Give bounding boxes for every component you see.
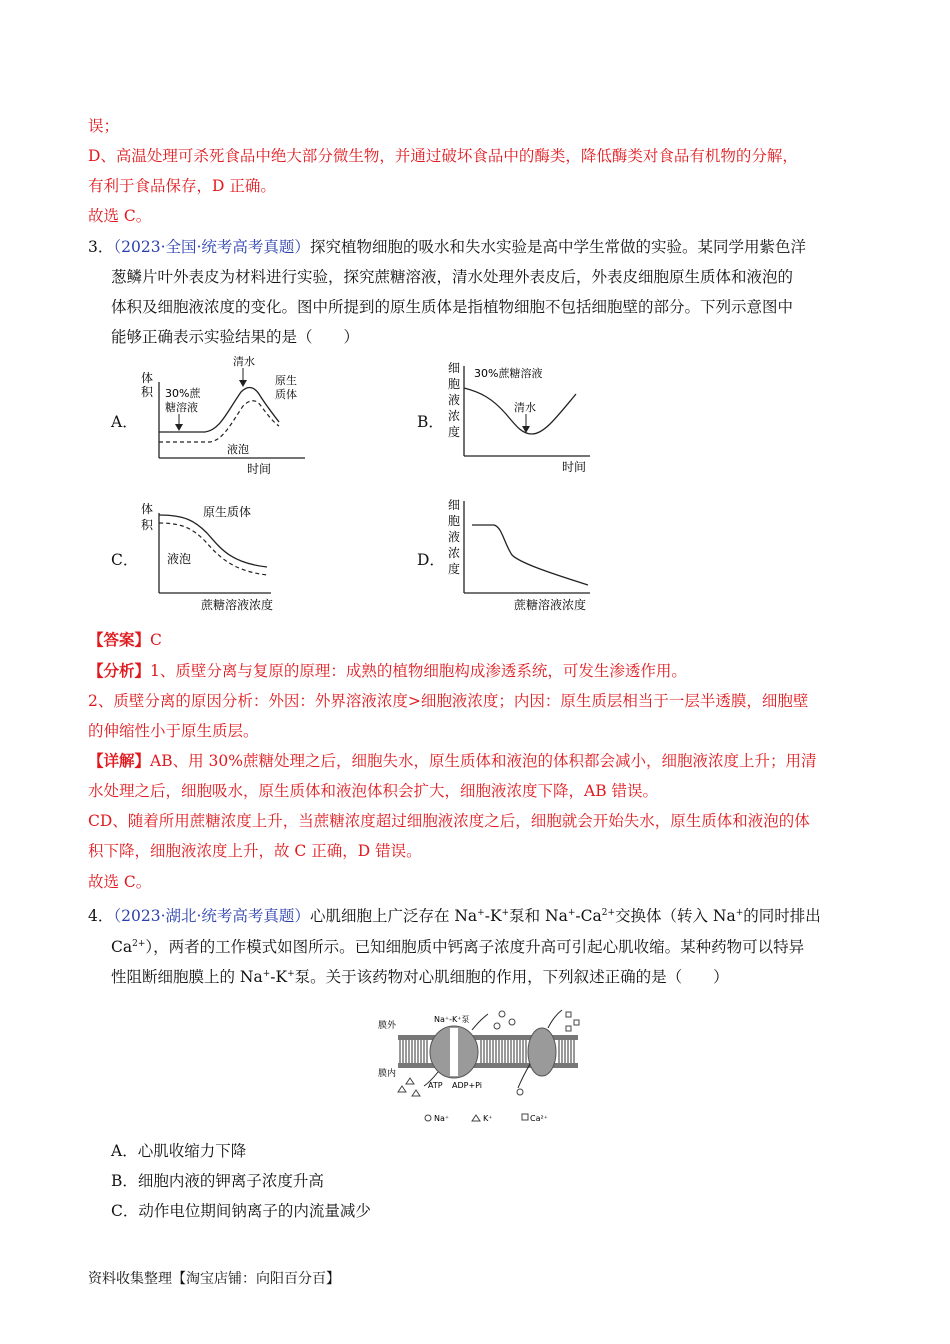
x-label: 蔗糖溶液浓度 — [514, 598, 587, 612]
option-b: B．细胞内液的钾离子浓度升高 — [111, 1172, 324, 1190]
legend-ca: Ca²⁺ — [530, 1114, 548, 1123]
protoplast-label: 原生 — [275, 374, 297, 387]
sucrose-label: 糖溶液 — [165, 401, 198, 414]
stem-text: 交换体（转入 Na — [615, 907, 736, 925]
superscript: + — [262, 969, 271, 979]
arrow — [472, 1014, 488, 1030]
stem-text: 能够正确表示实验结果的是（ ） — [111, 328, 360, 346]
analysis-text: 2、质壁分离的原因分析：外因：外界溶液浓度>细胞液浓度；内因：原生质层相当于一层半透膜，细胞壁 — [88, 692, 809, 710]
detail-text: 积下降，细胞液浓度上升，故 C 正确，D 错误。 — [88, 842, 422, 860]
question-4-stem — [88, 903, 821, 926]
y-label: 细 — [448, 498, 461, 512]
question-3-stem — [88, 237, 806, 257]
y-label: 浓 — [448, 546, 461, 560]
superscript: 2+ — [132, 939, 146, 949]
stem-text: Ca — [111, 938, 133, 956]
answer-value: C — [150, 631, 162, 649]
answer-tag: 【答案】 — [88, 630, 151, 649]
y-label: 度 — [448, 425, 461, 439]
vacuole-curve — [159, 523, 267, 575]
conclusion: 故选 C。 — [88, 873, 152, 891]
option-c-label: C． — [111, 551, 139, 569]
protoplast-label: 质体 — [275, 388, 297, 401]
legend-na-icon — [425, 1115, 431, 1121]
legend-k-icon — [472, 1115, 480, 1121]
concentration-curve — [472, 525, 588, 585]
y-label: 体 — [141, 502, 154, 516]
water-label: 清水 — [514, 401, 536, 414]
detail-text: 水处理之后，细胞吸水，原生质体和液泡体积会扩大，细胞液浓度下降，AB 错误。 — [88, 782, 659, 800]
stem-text — [111, 964, 729, 987]
detail-text: AB、用 30%蔗糖处理之后，细胞失水，原生质体和液泡的体积都会减小，细胞液浓度上升；用清 — [150, 752, 817, 770]
y-label: 细 — [448, 361, 461, 375]
text-line: 误； — [88, 117, 120, 135]
stem-text: -Ca — [575, 907, 602, 925]
arrow — [548, 1010, 562, 1028]
detail-tag: 【详解】 — [88, 751, 151, 770]
stem-text: -K — [270, 968, 288, 986]
superscript: + — [477, 908, 485, 918]
y-label: 胞 — [448, 514, 461, 528]
detail-text: CD、随着所用蔗糖浓度上升，当蔗糖浓度超过细胞液浓度之后，细胞就会开始失水，原生质体和液泡的体 — [88, 812, 810, 830]
water-label: 清水 — [233, 355, 255, 368]
superscript: 2+ — [601, 908, 615, 918]
legend-ca-icon — [522, 1114, 528, 1120]
y-label: 浓 — [448, 409, 461, 423]
na-ion — [494, 1023, 500, 1029]
stem-text: -K — [484, 907, 502, 925]
stem-text: 的同时排出 — [743, 907, 821, 925]
superscript: + — [567, 908, 576, 918]
footer: 资料收集整理【淘宝店铺：向阳百分百】 — [88, 1271, 340, 1287]
stem-text: 体积及细胞液浓度的变化。图中所提到的原生质体是指植物细胞不包括细胞壁的部分。下列示意图中 — [111, 298, 794, 316]
text-line: 故选 C。 — [88, 207, 152, 225]
arrow-head — [239, 380, 247, 387]
y-label: 体 — [141, 371, 154, 385]
inside-label: 膜内 — [378, 1069, 397, 1079]
superscript: + — [735, 908, 744, 918]
k-ion — [406, 1078, 414, 1084]
sucrose-label: 30%蔗 — [165, 387, 201, 400]
stem-text: 泵。关于该药物对心肌细胞的作用，下列叙述正确的是（ ） — [294, 968, 729, 986]
y-label: 积 — [141, 385, 154, 399]
na-ion — [499, 1011, 505, 1017]
legend-k: K⁺ — [483, 1114, 493, 1123]
detail — [88, 751, 816, 771]
stem-text: 葱鳞片叶外表皮为材料进行实验，探究蔗糖溶液，清水处理外表皮后，外表皮细胞原生质体和液泡的 — [111, 268, 794, 286]
ca-ion — [574, 1020, 579, 1025]
k-ion — [398, 1086, 406, 1092]
x-label: 时间 — [562, 460, 587, 474]
stem-text: 心肌细胞上广泛存在 Na — [309, 907, 478, 925]
stem-text: 泵和 Na — [509, 907, 568, 925]
x-label: 蔗糖溶液浓度 — [201, 598, 274, 612]
superscript: + — [501, 908, 510, 918]
vacuole-label: 液泡 — [167, 552, 192, 566]
question-number: 4． — [88, 907, 114, 925]
sucrose-label: 30%蔗糖溶液 — [474, 367, 543, 380]
question-source: （2023·湖北·统考高考真题） — [113, 907, 310, 925]
y-label: 液 — [448, 530, 461, 544]
superscript: + — [287, 969, 295, 979]
graph-c — [135, 497, 295, 615]
y-label: 积 — [141, 518, 154, 532]
y-label: 液 — [448, 393, 461, 407]
text-line: D、高温处理可杀死食品中绝大部分微生物，并通过破坏食品中的酶类，降低酶类对食品有机物的分解， — [88, 147, 798, 165]
analysis-tag: 【分析】 — [88, 661, 151, 680]
analysis-text: 的伸缩性小于原生质层。 — [88, 722, 259, 740]
option-a-label: A． — [111, 413, 138, 431]
ca-ion — [566, 1026, 571, 1031]
stem-text: 探究植物细胞的吸水和失水实验是高中学生常做的实验。某同学用紫色洋 — [309, 238, 806, 256]
option-d-label: D． — [417, 551, 445, 569]
k-ion — [412, 1090, 420, 1096]
pump-channel — [450, 1028, 458, 1076]
outside-label: 膜外 — [378, 1021, 397, 1031]
question-source: （2023·全国·统考高考真题） — [113, 238, 310, 256]
graph-b — [440, 352, 600, 477]
text-line: 有利于食品保存，D 正确。 — [88, 177, 276, 195]
pump-label: Na⁺-K⁺泵 — [434, 1015, 470, 1024]
graph-a — [135, 352, 315, 477]
membrane-diagram — [372, 992, 584, 1128]
na-ion — [517, 1089, 523, 1095]
x-label: 时间 — [247, 462, 272, 476]
y-label: 度 — [448, 562, 461, 576]
analysis — [88, 661, 687, 681]
option-b-label: B． — [417, 413, 444, 431]
protoplast-label: 原生质体 — [203, 505, 252, 519]
option-a: A．心肌收缩力下降 — [111, 1142, 247, 1160]
stem-text — [111, 934, 804, 957]
vacuole-label: 液泡 — [227, 443, 249, 456]
adp-label: ADP+Pi — [452, 1081, 483, 1090]
option-c: C．动作电位期间钠离子的内流量减少 — [111, 1202, 371, 1220]
analysis-text: 1、质壁分离与复原的原理：成熟的植物细胞构成渗透系统，可发生渗透作用。 — [150, 662, 687, 680]
na-ca-exchanger — [528, 1028, 556, 1076]
question-number: 3． — [88, 238, 114, 256]
stem-text: ），两者的工作模式如图所示。已知细胞质中钙离子浓度升高可引起心肌收缩。某种药物可以特异 — [145, 938, 805, 956]
graph-d — [440, 497, 600, 615]
na-ion — [509, 1019, 515, 1025]
ca-ion — [566, 1012, 571, 1017]
y-label: 胞 — [448, 377, 461, 391]
stem-text: 性阻断细胞膜上的 Na — [111, 968, 263, 986]
atp-label: ATP — [428, 1081, 443, 1090]
arrow-head — [175, 424, 183, 431]
answer — [88, 630, 162, 650]
legend-na: Na⁺ — [434, 1114, 450, 1123]
